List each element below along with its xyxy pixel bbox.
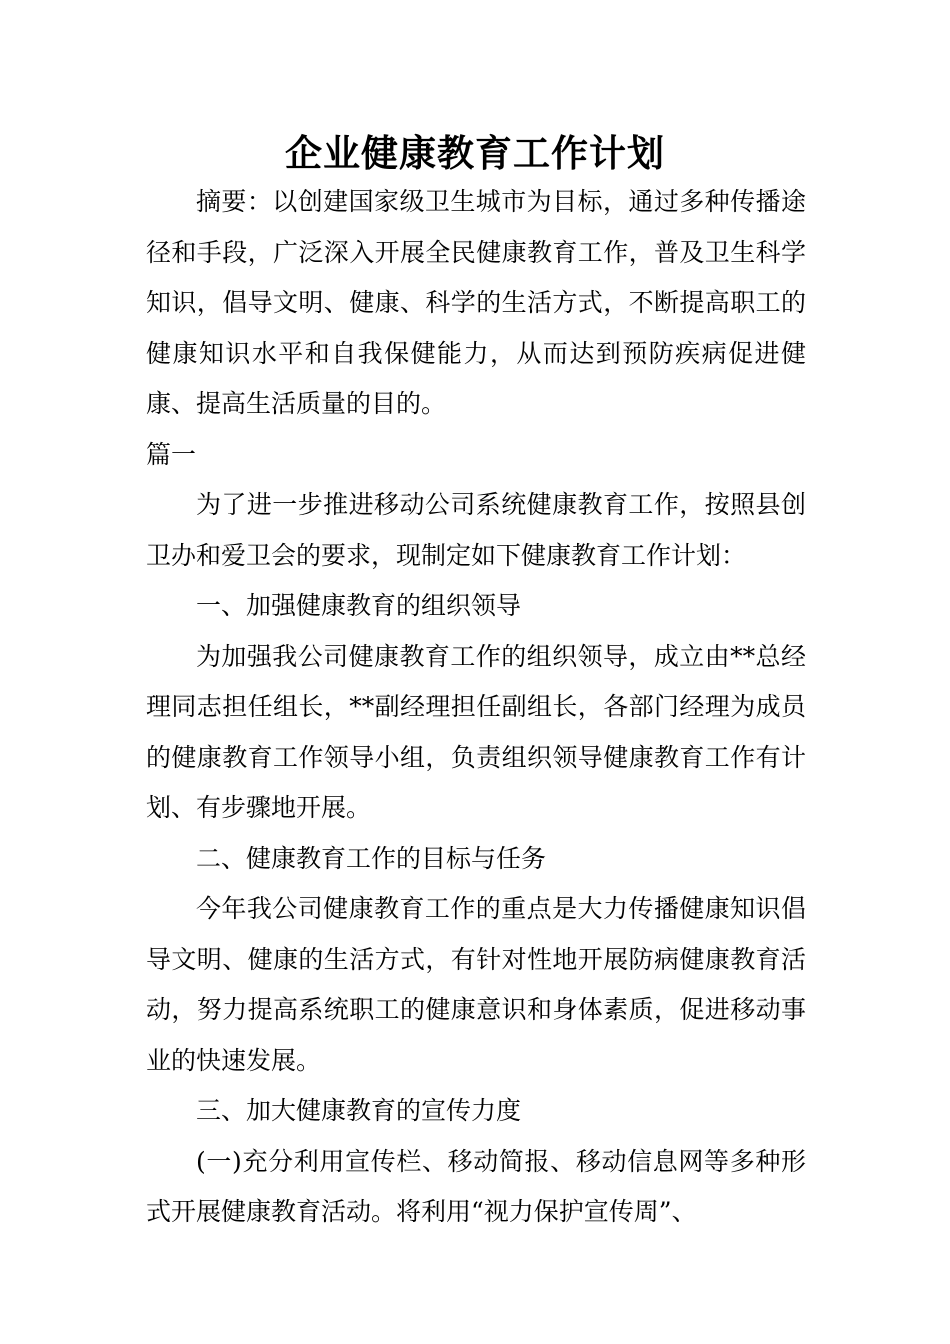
document-body	[146, 177, 806, 1238]
document-title: 企业健康教育工作计划	[285, 131, 665, 175]
heading-section-3: 三、加大健康教育的宣传力度	[196, 1096, 522, 1125]
paragraph-section-2: 今年我公司健康教育工作的重点是大力传播健康知识倡导文明、健康的生活方式，有针对性地开展防病健康教育活动，努力提高系统职工的健康意识和身体素质，促进移动事业的快速发展。	[146, 894, 806, 1075]
paragraph-section-3-1: (一)充分利用宣传栏、移动简报、移动信息网等多种形式开展健康教育活动。将利用“视力保护宣传周”、	[146, 1146, 806, 1226]
paragraph-abstract: 摘要：以创建国家级卫生城市为目标，通过多种传播途径和手段，广泛深入开展全民健康教育工作，普及卫生科学知识，倡导文明、健康、科学的生活方式，不断提高职工的健康知识水平和自我保健能力，从而达到预防疾病促进健康、提高生活质量的目的。	[146, 187, 806, 418]
heading-section-1: 一、加强健康教育的组织领导	[196, 591, 522, 620]
heading-section-2: 二、健康教育工作的目标与任务	[196, 843, 547, 873]
paragraph-section-1: 为加强我公司健康教育工作的组织领导，成立由**总经理同志担任组长，**副经理担任副组长，各部门经理为成员的健康教育工作领导小组，负责组织领导健康教育工作有计划、有步骤地开展。	[146, 641, 806, 822]
paragraph-intro: 为了进一步推进移动公司系统健康教育工作，按照县创卫办和爱卫会的要求，现制定如下健康教育工作计划：	[146, 490, 806, 570]
paragraph-section-label: 篇一	[146, 439, 197, 469]
